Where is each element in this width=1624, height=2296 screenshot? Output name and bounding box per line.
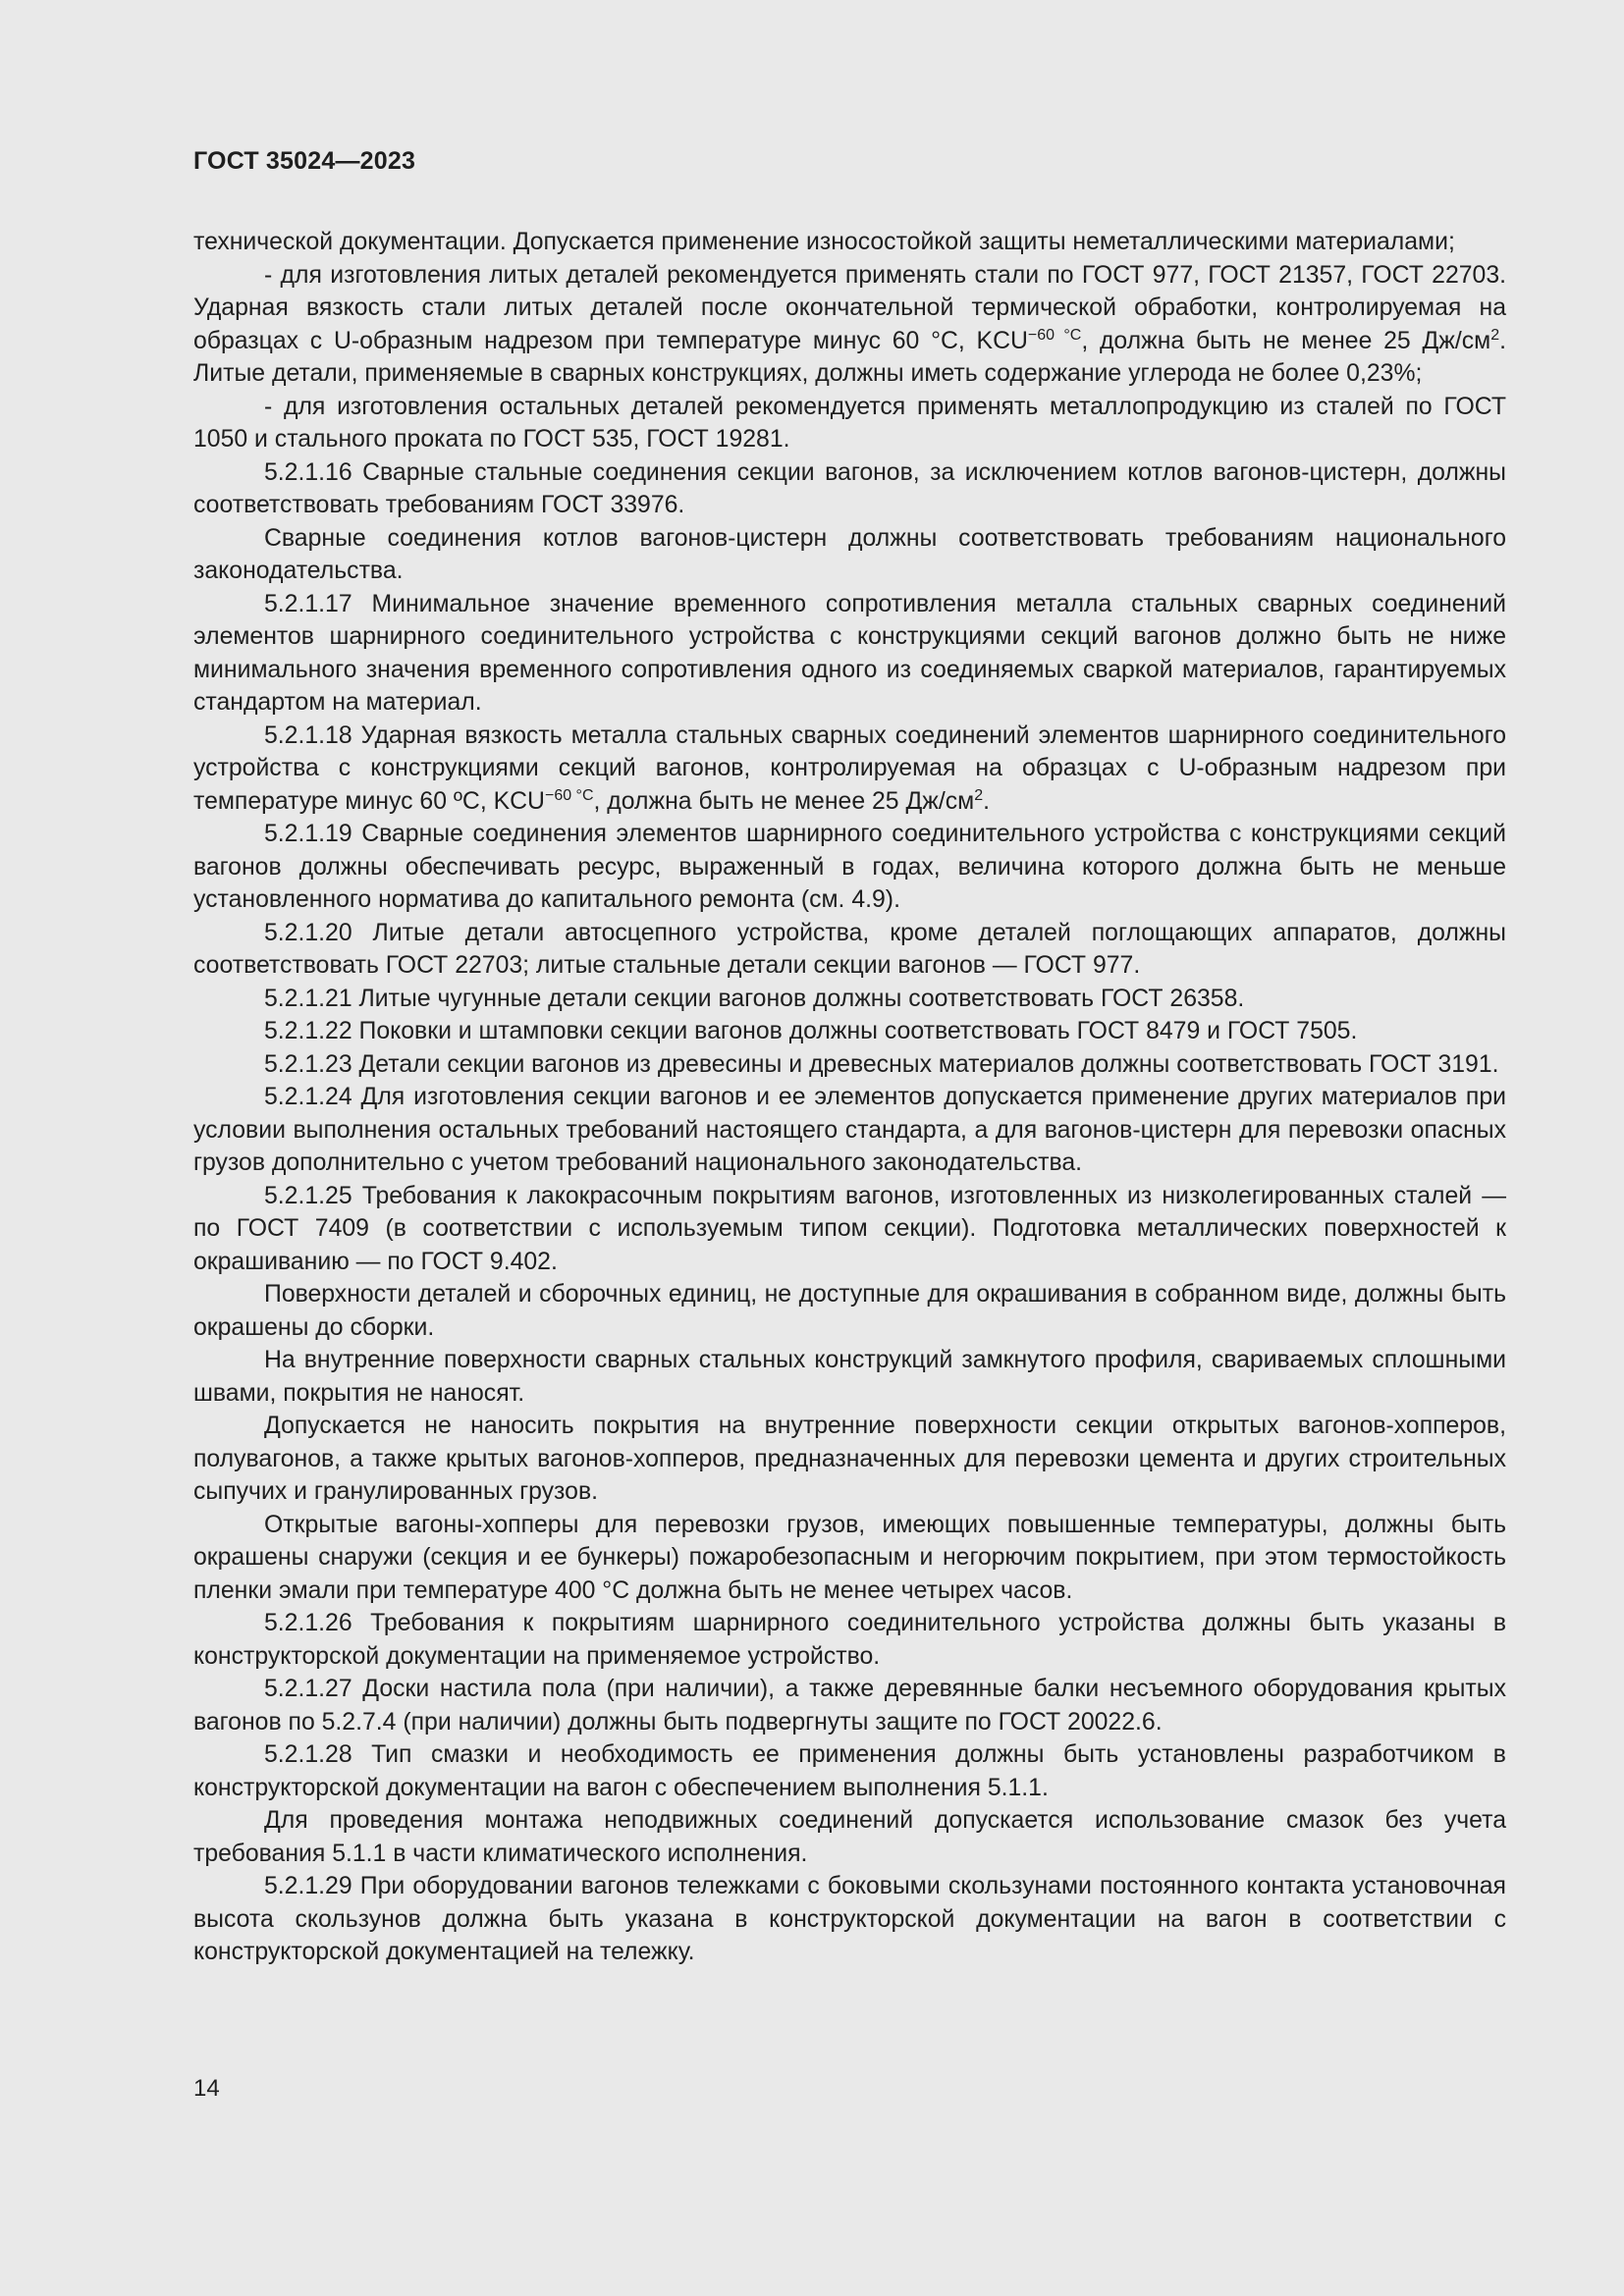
paragraph-5-2-1-16: 5.2.1.16 Сварные стальные соединения секции вагонов, за исключением котлов вагонов-цистерн, должны соответствовать требованиям ГОСТ 33976.	[193, 458, 1506, 518]
paragraph-5-2-1-20: 5.2.1.20 Литые детали автосцепного устройства, кроме деталей поглощающих аппаратов, должны соответствовать ГОСТ 22703; литые стальные детали секции вагонов — ГОСТ 977.	[193, 919, 1506, 979]
paragraph-text: , должна быть не менее 25 Дж/см	[593, 787, 975, 815]
paragraph-text: .	[983, 787, 990, 815]
paragraph-hopper-cars: Открытые вагоны-хопперы для перевозки грузов, имеющих повышенные температуры, должны быть окрашены снаружи (секция и ее бункеры) пожаробезопасным и негорючим покрытием, при этом термостойкость пленки эмали при температуре 400 °С должна быть не менее четырех часов.	[193, 1511, 1506, 1604]
paragraph-5-2-1-24: 5.2.1.24 Для изготовления секции вагонов и ее элементов допускается применение других материалов при условии выполнения остальных требований настоящего стандарта, а для вагонов-цистерн для перевозки опасных грузов дополнительно с учетом требований национального законодательства.	[193, 1084, 1506, 1176]
paragraph-text: - для изготовления литых деталей рекомендуется применять стали по ГОСТ 977, ГОСТ 21357, ГОСТ 22703. Ударная вязкость стали литых деталей после окончательной термической обработки, контролируемая на образцах с U-образным надрезом при температуре минус 60 °С, KCU	[193, 261, 1506, 354]
paragraph-text: , должна быть не менее 25 Дж/см	[1081, 327, 1491, 354]
paragraph-5-2-1-19: 5.2.1.19 Сварные соединения элементов шарнирного соединительного устройства с конструкциями секций вагонов должны обеспечивать ресурс, выраженный в годах, величина которого должна быть не меньше установленного норматива до капитального ремонта (см. 4.9).	[193, 821, 1506, 913]
paragraph-5-2-1-23: 5.2.1.23 Детали секции вагонов из древесины и древесных материалов должны соответствовать ГОСТ 3191.	[264, 1050, 1499, 1078]
document-body	[193, 226, 1506, 1969]
document-code-header: ГОСТ 35024—2023	[193, 147, 416, 175]
paragraph-5-2-1-17: 5.2.1.17 Минимальное значение временного сопротивления металла стальных сварных соединений элементов шарнирного соединительного устройства с конструкциями секций вагонов должно быть не ниже минимального значения временного сопротивления одного из соединяемых сваркой материалов, гарантируемых стандартом на материал.	[193, 590, 1506, 716]
paragraph-text: . Литые детали, применяемые в сварных конструкциях, должны иметь содержание углерода не более 0,23%;	[193, 327, 1506, 387]
paragraph-5-2-1-28: 5.2.1.28 Тип смазки и необходимость ее применения должны быть установлены разработчиком в конструкторской документации на вагон с обеспечением выполнения 5.1.1.	[193, 1741, 1506, 1801]
paragraph-5-2-1-27: 5.2.1.27 Доски настила пола (при наличии), а также деревянные балки несъемного оборудования крытых вагонов по 5.2.7.4 (при наличии) должны быть подвергнуты защите по ГОСТ 20022.6.	[193, 1676, 1506, 1735]
paragraph-no-coating: Допускается не наносить покрытия на внутренние поверхности секции открытых вагонов-хопперов, полувагонов, а также крытых вагонов-хопперов, предназначенных для перевозки цемента и других строительных сыпучих и гранулированных грузов.	[193, 1413, 1506, 1505]
paragraph-lubricants: Для проведения монтажа неподвижных соединений допускается использование смазок без учета требования 5.1.1 в части климатического исполнения.	[193, 1807, 1506, 1867]
paragraph-tank-welds: Сварные соединения котлов вагонов-цистерн должны соответствовать требованиям национального законодательства.	[193, 524, 1506, 584]
paragraph-5-2-1-29: 5.2.1.29 При оборудовании вагонов тележками с боковыми скользунами постоянного контакта установочная высота скользунов должна быть указана в конструкторской документации на вагон в соответствии с конструкторской документацией на тележку.	[193, 1873, 1506, 1965]
superscript-temperature: −60 °С	[544, 786, 594, 804]
paragraph-5-2-1-25: 5.2.1.25 Требования к лакокрасочным покрытиям вагонов, изготовленных из низколегированных сталей — по ГОСТ 7409 (в соответствии с используемым типом секции). Подготовка металлических поверхностей к окрашиванию — по ГОСТ 9.402.	[193, 1182, 1506, 1275]
paragraph-5-2-1-18	[193, 720, 1506, 819]
paragraph-continuation: технической документации. Допускается применение износостойкой защиты неметаллическими материалами;	[193, 229, 1455, 255]
paragraph-surfaces-painting: Поверхности деталей и сборочных единиц, не доступные для окрашивания в собранном виде, должны быть окрашены до сборки.	[193, 1281, 1506, 1341]
superscript-exponent: 2	[1490, 326, 1500, 344]
paragraph-other-parts: - для изготовления остальных деталей рекомендуется применять металлопродукцию из сталей по ГОСТ 1050 и стального проката по ГОСТ 535, ГОСТ 19281.	[193, 393, 1506, 453]
superscript-temperature: −60 °С	[1027, 326, 1082, 344]
paragraph-5-2-1-21: 5.2.1.21 Литые чугунные детали секции вагонов должны соответствовать ГОСТ 26358.	[264, 985, 1245, 1012]
paragraph-text: 5.2.1.18 Ударная вязкость металла стальных сварных соединений элементов шарнирного соединительного устройства с конструкциями секций вагонов, контролируемая на образцах с U-образным надрезом при температуре минус 60 ºС, KCU	[193, 721, 1506, 815]
paragraph-cast-parts	[193, 259, 1506, 391]
page-number: 14	[193, 2075, 220, 2102]
paragraph-5-2-1-22: 5.2.1.22 Поковки и штамповки секции вагонов должны соответствовать ГОСТ 8479 и ГОСТ 7505.	[264, 1018, 1358, 1044]
superscript-exponent: 2	[974, 786, 984, 804]
paragraph-5-2-1-26: 5.2.1.26 Требования к покрытиям шарнирного соединительного устройства должны быть указаны в конструкторской документации на применяемое устройство.	[193, 1610, 1506, 1670]
paragraph-inner-surfaces: На внутренние поверхности сварных стальных конструкций замкнутого профиля, свариваемых сплошными швами, покрытия не наносят.	[193, 1347, 1506, 1407]
